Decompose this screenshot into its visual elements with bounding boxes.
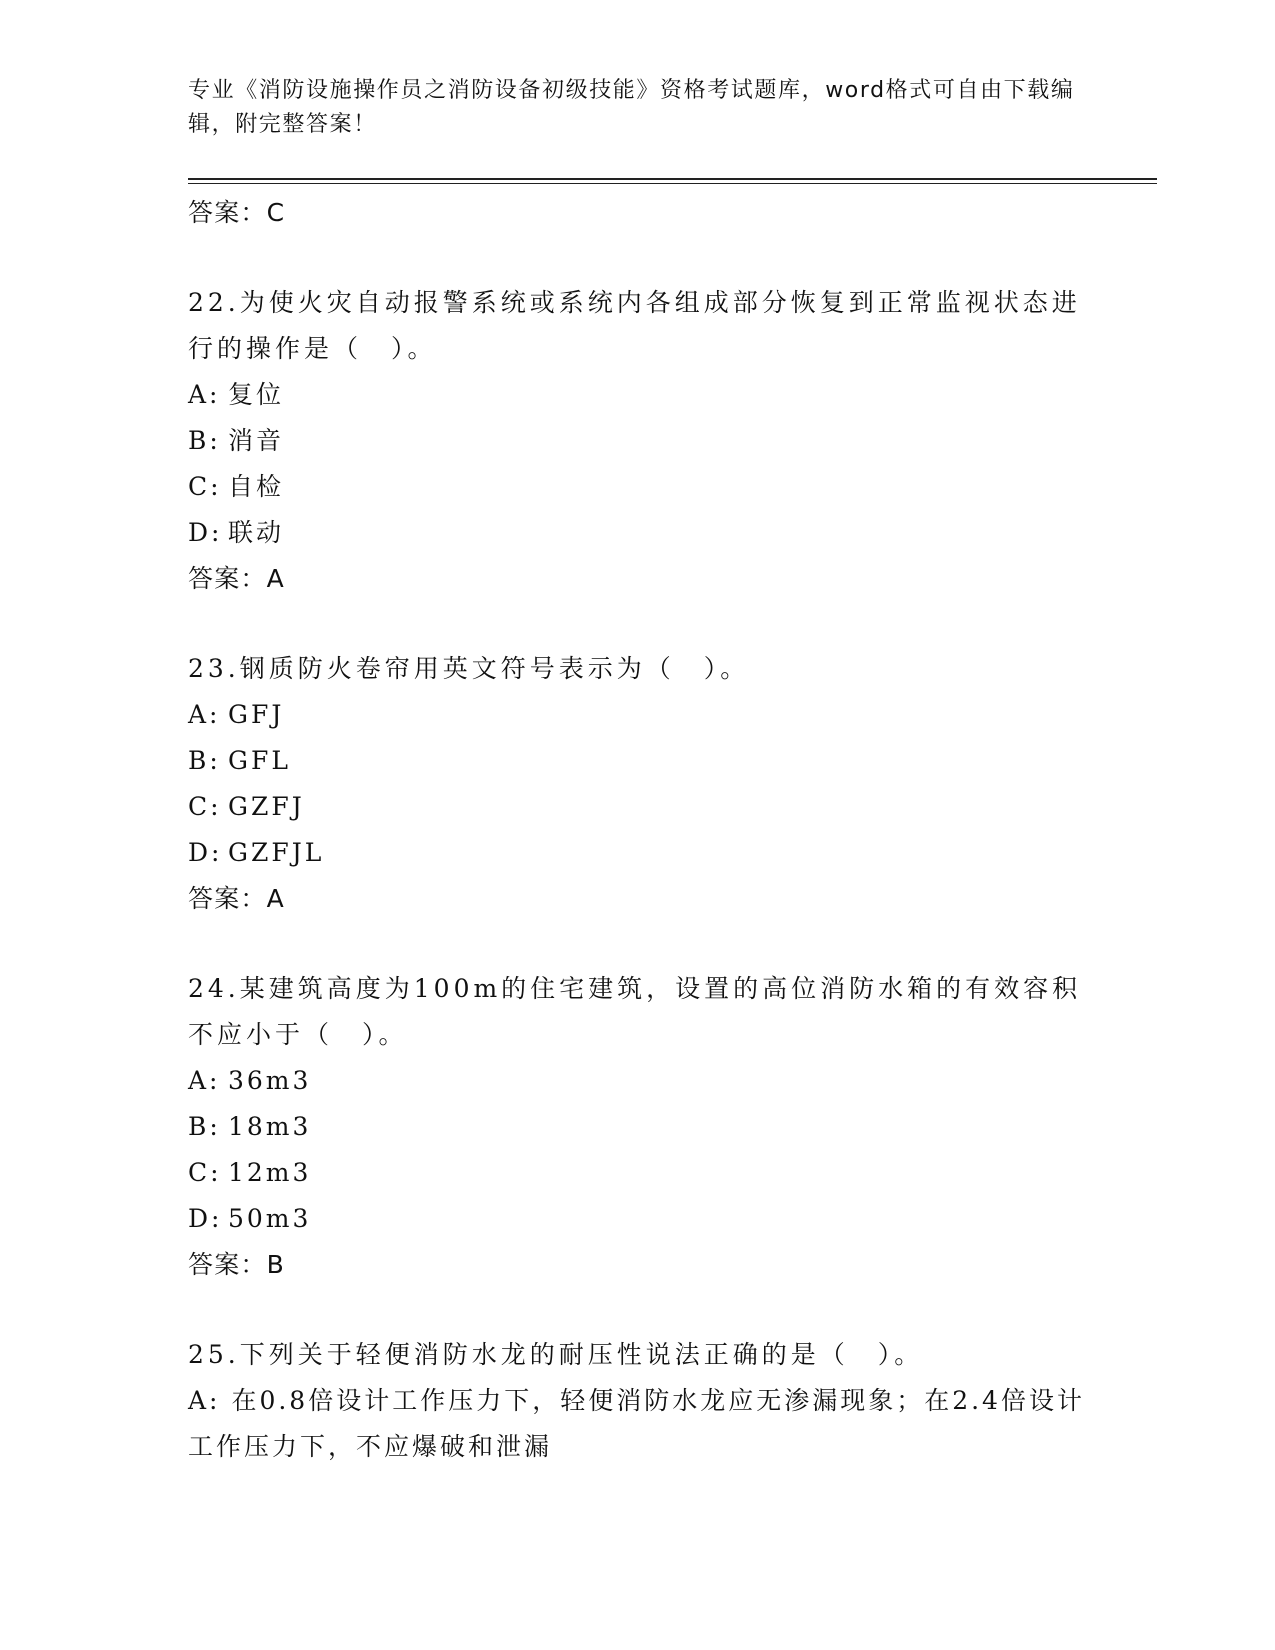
answer-24: 答案：B (188, 1250, 285, 1279)
option-text: 36m3 (228, 1066, 312, 1095)
option-text: 12m3 (228, 1158, 312, 1187)
option-label: A: (188, 1066, 221, 1095)
question-23 (188, 646, 1088, 922)
answer-23: 答案：A (188, 884, 285, 913)
option-text: GZFJL (228, 838, 325, 867)
question-24 (188, 966, 1088, 1288)
question-22 (188, 280, 1088, 602)
option-text: GFL (228, 746, 291, 775)
option-label: B: (188, 426, 221, 455)
option-a (188, 372, 1088, 418)
option-label: B: (188, 1112, 221, 1141)
question-stem: 22.为使火灾自动报警系统或系统内各组成部分恢复到正常监视状态进行的操作是（ ）。 (188, 288, 1081, 363)
header-divider-thin (188, 183, 1157, 184)
question-stem: 24.某建筑高度为100m的住宅建筑，设置的高位消防水箱的有效容积不应小于（ ）。 (188, 974, 1082, 1049)
option-d (188, 1196, 1088, 1242)
option-text: GZFJ (228, 792, 305, 821)
option-d (188, 830, 1088, 876)
question-content (188, 190, 1088, 1470)
option-text: 50m3 (228, 1204, 312, 1233)
document-header: 专业《消防设施操作员之消防设备初级技能》资格考试题库，word格式可自由下载编辑，附完整答案！ (188, 78, 1075, 137)
option-label: B: (188, 746, 221, 775)
option-a (188, 692, 1088, 738)
option-label: C: (188, 1158, 222, 1187)
option-label: D: (188, 518, 223, 547)
option-text: 自检 (228, 472, 285, 501)
option-text: 消音 (228, 426, 285, 455)
option-label: A: (188, 700, 221, 729)
option-text: 联动 (228, 518, 285, 547)
option-label: C: (188, 792, 222, 821)
option-c (188, 464, 1088, 510)
option-text: 在0.8倍设计工作压力下，轻便消防水龙应无渗漏现象；在2.4倍设计工作压力下，不应爆破和泄漏 (188, 1386, 1085, 1461)
option-d (188, 510, 1088, 556)
option-a (188, 1378, 1088, 1470)
option-text: GFJ (228, 700, 285, 729)
question-stem: 25.下列关于轻便消防水龙的耐压性说法正确的是（ ）。 (188, 1340, 924, 1369)
option-text: 复位 (228, 380, 285, 409)
question-25 (188, 1332, 1088, 1470)
option-c (188, 784, 1088, 830)
answer-22: 答案：A (188, 564, 285, 593)
option-label: C: (188, 472, 222, 501)
previous-answer: 答案：C (188, 198, 286, 227)
option-label: D: (188, 1204, 223, 1233)
option-label: D: (188, 838, 223, 867)
option-c (188, 1150, 1088, 1196)
option-label: A: (188, 380, 221, 409)
option-text: 18m3 (228, 1112, 312, 1141)
question-stem: 23.钢质防火卷帘用英文符号表示为（ ）。 (188, 654, 750, 683)
option-b (188, 738, 1088, 784)
option-b (188, 1104, 1088, 1150)
header-divider-thick (188, 178, 1157, 180)
option-b (188, 418, 1088, 464)
option-label: A: (188, 1386, 221, 1415)
option-a (188, 1058, 1088, 1104)
